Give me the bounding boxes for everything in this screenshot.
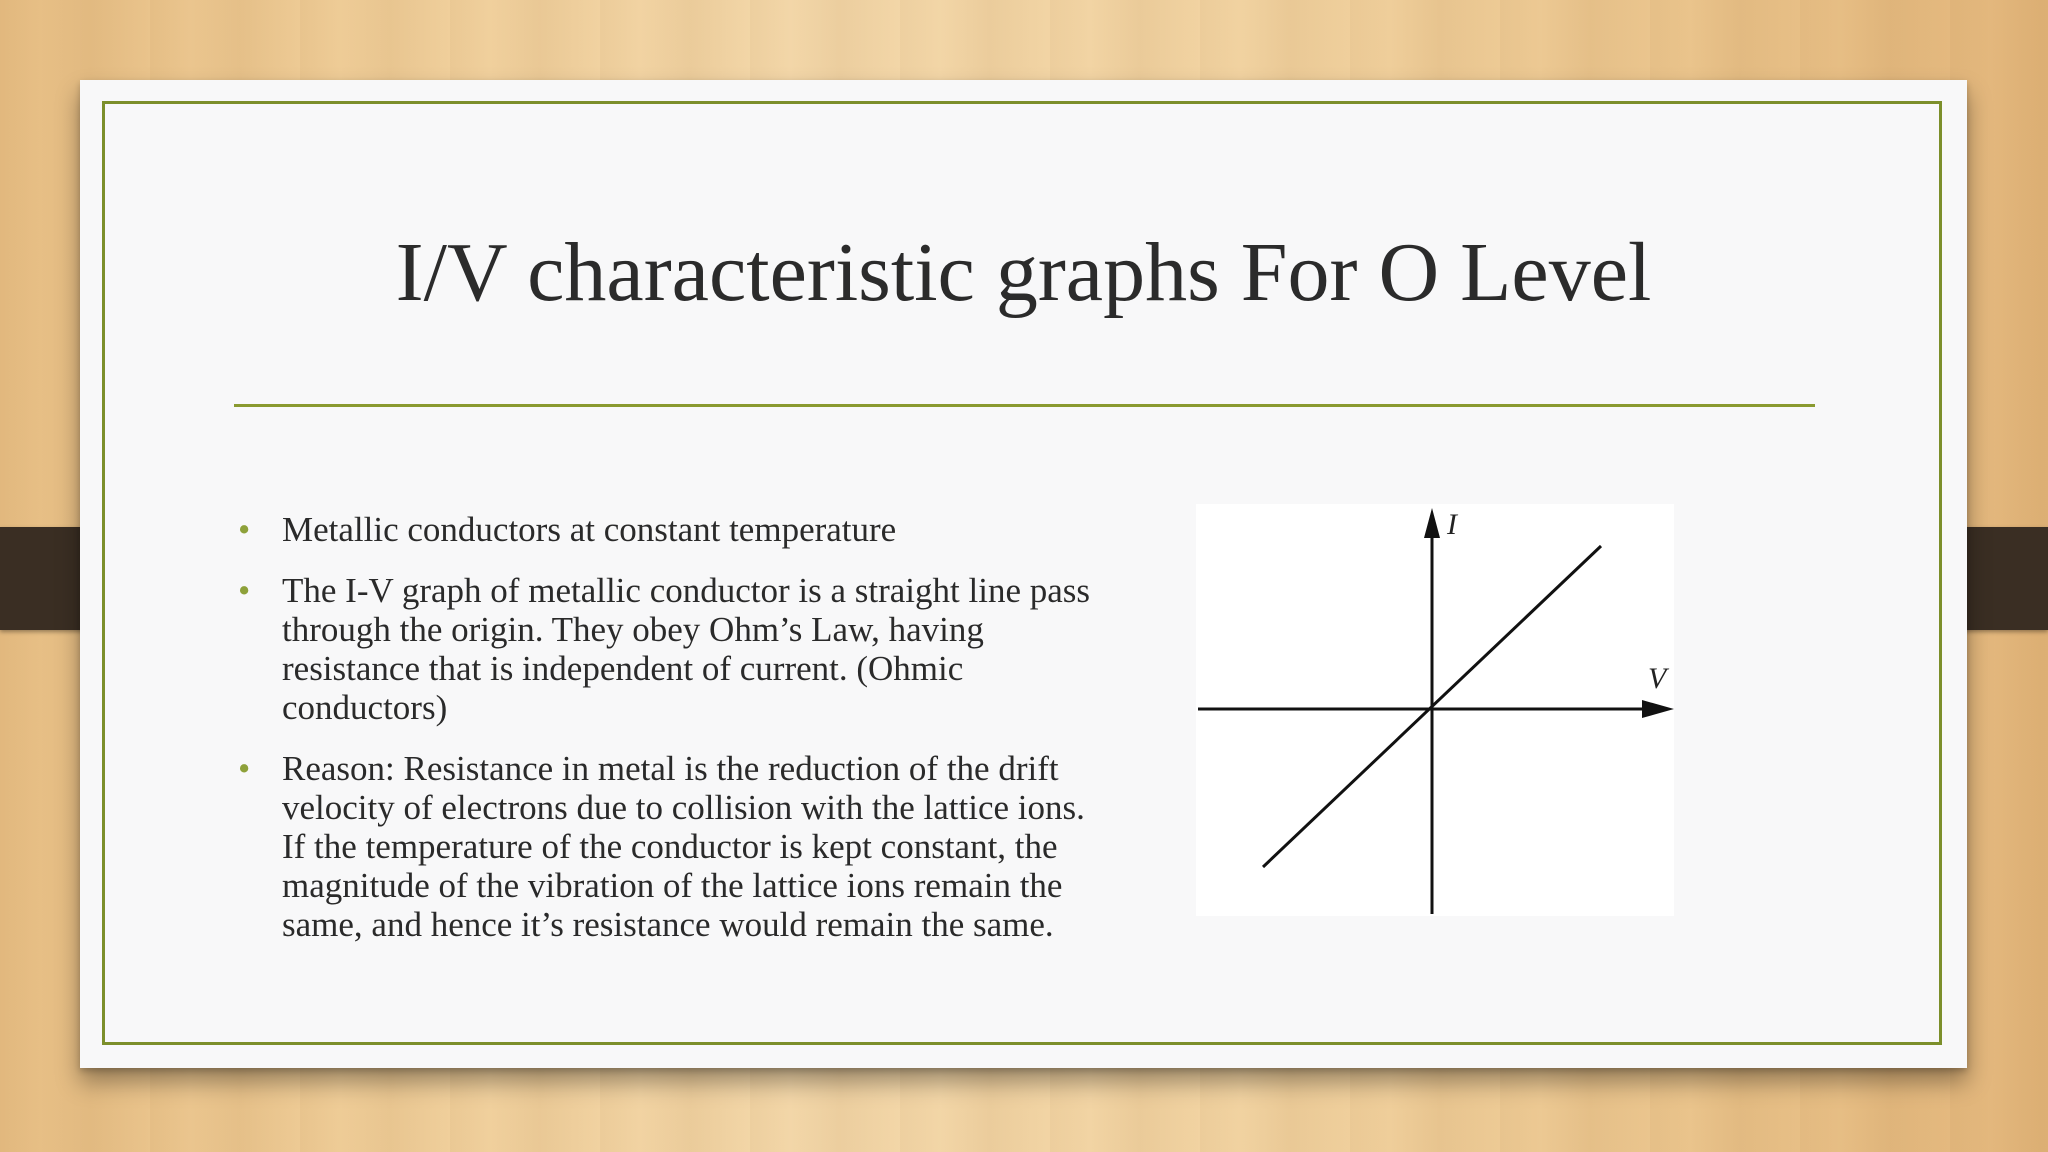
x-axis-label: V [1648,662,1667,695]
y-axis-label: I [1447,508,1457,541]
bullet-item [234,749,1094,944]
bullet-marker: • [238,510,251,549]
bullet-list [234,510,1094,966]
bullet-text: Reason: Resistance in metal is the reduction of the drift velocity of electrons due to collision with the lattice ions. If the temperature of the conductor is kept constant, the magnitude of the vibration of the lattice ions remain the same, and hence it’s resistance would remain the same. [282,749,1085,944]
bullet-text: The I-V graph of metallic conductor is a straight line pass through the origin. They obey Ohm’s Law, having resistance that is independent of current. (Ohmic conductors) [282,571,1091,727]
title-divider [234,404,1815,407]
x-axis-arrow [1642,700,1674,718]
bullet-marker: • [238,571,251,610]
slide-title: I/V characteristic graphs For O Level [395,226,1652,319]
bullet-item [234,510,1094,549]
bullet-marker: • [238,749,251,788]
bullet-item [234,571,1094,727]
y-axis-arrow [1424,508,1440,538]
iv-graph-svg [1196,504,1674,916]
bullet-text: Metallic conductors at constant temperature [282,510,897,549]
slide [80,80,1967,1068]
iv-graph [1196,504,1674,916]
